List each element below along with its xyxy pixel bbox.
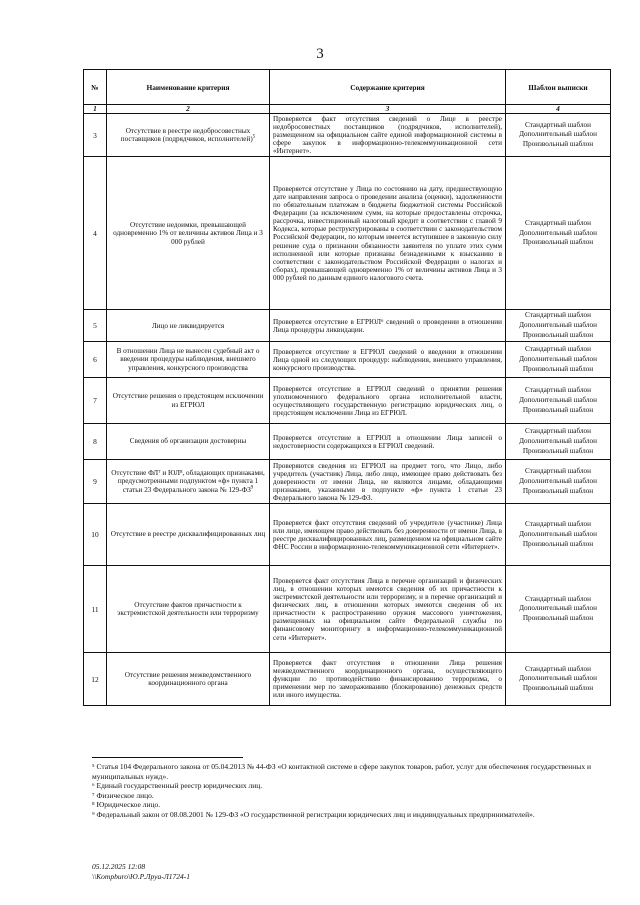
template-option: Произвольный шаблон	[522, 140, 594, 149]
footnotes	[92, 762, 612, 820]
row-number: 3	[84, 114, 107, 157]
template-option: Произвольный шаблон	[522, 364, 594, 373]
row-number: 6	[84, 342, 107, 378]
header-criterion-name: Наименование критерия	[107, 70, 270, 105]
criterion-name	[107, 504, 270, 566]
criterion-name	[107, 424, 270, 460]
template-option: Дополнительный шаблон	[519, 529, 597, 538]
criterion-content: Проверяется факт отсутствия в отношении Лица решения межведомственного координационного органа, осуществляющего функции по противодействию финансированию терроризма, о применении мер по замораживанию (блокированию) денежных средств или иного имущества.	[270, 653, 506, 706]
template-option: Стандартный шаблон	[525, 664, 591, 673]
criterion-name	[107, 310, 270, 342]
row-number: 5	[84, 310, 107, 342]
template-options	[506, 653, 611, 706]
table-row	[84, 653, 611, 706]
template-option: Стандартный шаблон	[525, 120, 591, 129]
template-option: Дополнительный шаблон	[519, 476, 597, 485]
template-option: Дополнительный шаблон	[519, 436, 597, 445]
table-row	[84, 504, 611, 566]
template-option: Дополнительный шаблон	[519, 321, 597, 330]
footnote: ⁵ Статья 104 Федерального закона от 05.04.2013 № 44-ФЗ «О контактной системе в сфере закупок товаров, работ, услуг для обеспечения государственных и муниципальных нужд».	[92, 762, 591, 781]
template-option: Произвольный шаблон	[522, 405, 594, 414]
criterion-content: Проверяется отсутствие в ЕГРЮЛ сведений о принятии решения уполномоченного федерального органа исполнительной власти, осуществляющего государственную регистрацию юридических лиц, о предстоящем исключении Лица из ЕГРЮЛ.	[270, 378, 506, 424]
criteria-table	[83, 69, 611, 706]
template-option: Стандартный шаблон	[525, 345, 591, 354]
criterion-name	[107, 342, 270, 378]
criterion-content: Проверяется факт отсутствия сведений о Лице в реестре недобросовестных поставщиков (подрядчиков, исполнителей), размещенном на официальном сайте единой информационной системы в сфере закупок в информационно-телекоммуникационной сети «Интернет».	[270, 114, 506, 157]
index-cell: 4	[506, 105, 611, 114]
template-option: Стандартный шаблон	[525, 520, 591, 529]
template-option: Дополнительный шаблон	[519, 228, 597, 237]
criterion-name-text: Отсутствие в реестре дисквалифицированных лиц	[110, 530, 266, 539]
header-criterion-content: Содержание критерия	[270, 70, 506, 105]
index-cell: 2	[107, 105, 270, 114]
criterion-name-text: Сведения об организации достоверны	[129, 437, 247, 446]
template-options	[506, 310, 611, 342]
criterion-name	[107, 157, 270, 310]
template-options	[506, 157, 611, 310]
template-options	[506, 114, 611, 157]
template-options	[506, 378, 611, 424]
table-body	[84, 114, 611, 706]
row-number: 4	[84, 157, 107, 310]
criterion-name	[107, 653, 270, 706]
template-option: Стандартный шаблон	[525, 427, 591, 436]
row-number: 9	[84, 460, 107, 504]
document-footer	[92, 862, 190, 881]
template-option: Произвольный шаблон	[522, 238, 594, 247]
criterion-content: Проверяется отсутствие в ЕГРЮЛ⁶ сведений о проведении в отношении Лица процедуры ликвидации.	[270, 310, 506, 342]
footnote: ⁸ Юридическое лицо.	[92, 800, 161, 810]
template-option: Произвольный шаблон	[522, 684, 594, 693]
criterion-name-text: Лицо не ликвидируется	[151, 321, 225, 330]
template-options	[506, 460, 611, 504]
index-cell: 3	[270, 105, 506, 114]
header-template: Шаблон выписки	[506, 70, 611, 105]
row-number: 8	[84, 424, 107, 460]
template-option: Дополнительный шаблон	[519, 130, 597, 139]
template-option: Произвольный шаблон	[522, 486, 594, 495]
table-row	[84, 114, 611, 157]
footer-date: 05.12.2025 12:08	[92, 862, 146, 871]
table-row	[84, 424, 611, 460]
criterion-name-text: Отсутствие в реестре недобросовестных поставщиков (подрядчиков, исполнителей)	[120, 126, 253, 144]
footnote-divider	[92, 757, 243, 758]
table-header-row	[84, 70, 611, 105]
template-option: Произвольный шаблон	[522, 614, 594, 623]
table-row	[84, 157, 611, 310]
criterion-name-text: Отсутствие ФЛ⁷ и ЮЛ⁸, обладающих признаками, предусмотренными подпунктом «ф» пункта 1 статьи 23 Федерального закона № 129-ФЗ	[111, 468, 265, 495]
template-option: Стандартный шаблон	[525, 386, 591, 395]
footer-path: \\Kompburo\Ю.Р.Лруа-Л1724-1	[92, 871, 191, 881]
criterion-name-text: В отношении Лица не вынесен судебный акт о введении процедуры наблюдения, внешнего управления, конкурсного производства	[116, 346, 260, 373]
footnote-ref: 9	[250, 485, 254, 491]
template-option: Стандартный шаблон	[525, 219, 591, 228]
criterion-name	[107, 460, 270, 504]
footnote-ref: 5	[252, 134, 256, 140]
row-number: 11	[84, 566, 107, 653]
criterion-content: Проверяются сведения из ЕГРЮЛ на предмет того, что Лицо, либо учредитель (участник) Лица, либо лицо, имеющее право действовать без доверенности от имени Лица, не являются лицами, обладающими признаками, указанными в подпункте «ф» пункта 1 статьи 23 Федерального закона № 129-ФЗ.	[270, 460, 506, 504]
template-options	[506, 504, 611, 566]
template-options	[506, 424, 611, 460]
template-option: Произвольный шаблон	[522, 330, 594, 339]
template-option: Произвольный шаблон	[522, 446, 594, 455]
template-option: Дополнительный шаблон	[519, 674, 597, 683]
footnote: ⁹ Федеральный закон от 08.08.2001 № 129-ФЗ «О государственной регистрации юридических лиц и индивидуальных предпринимателей».	[92, 809, 535, 819]
index-cell: 1	[84, 105, 107, 114]
criterion-name-text: Отсутствие решения межведомственного координационного органа	[124, 670, 252, 688]
criterion-content: Проверяется отсутствие у Лица по состоянию на дату, предшествующую дате направления запроса о проведении анализа (оценки), задолженности по обязательным платежам в бюджеты бюджетной системы Российской Федерации (за исключением сумм, на которые предоставлены отсрочка, рассрочка, инвестиционный налоговый кредит в соответствии с главой 9 Кодекса, которые реструктурированы в соответствии с законодательством Российской Федерации, по которым имеется вступившее в законную силу решение суда о признании обязанности заявителя по уплате этих сумм исполненной или которые признаны безнадежными к взысканию в соответствии с законодательством Российской Федерации о налогах и сборах), превышающей одновременно 1% от величины активов Лица и 3 000 рублей по данным единого налогового счета.	[270, 157, 506, 310]
template-option: Стандартный шаблон	[525, 467, 591, 476]
criterion-content: Проверяется факт отсутствия Лица в перечне организаций и физических лиц, в отношении которых имеются сведения об их причастности к экстремистской деятельности или терроризму, и в перечне организаций и физических лиц, в отношении которых имеются сведения об их причастности к распространению оружия массового уничтожения, размещенных на официальном сайте Федеральной службы по финансовому мониторингу в информационно-телекоммуникационной сети «Интернет».	[270, 566, 506, 653]
row-number: 7	[84, 378, 107, 424]
criterion-name	[107, 114, 270, 157]
criterion-name-text: Отсутствие решения о предстоящем исключении из ЕГРЮЛ	[112, 392, 264, 409]
header-number: №	[84, 70, 107, 105]
footnote: ⁷ Физическое лицо.	[92, 790, 154, 800]
criterion-content: Проверяется факт отсутствия сведений об учредителе (участнике) Лица или лице, имеющем право действовать без доверенности от имени Лица, в реестре дисквалифицированных лиц, размещенном на официальном сайте ФНС России в информационно-телекоммуникационной сети «Интернет».	[270, 504, 506, 566]
criterion-name-text: Отсутствие фактов причастности к экстремистской деятельности или терроризму	[117, 600, 259, 618]
criterion-name	[107, 378, 270, 424]
template-option: Произвольный шаблон	[522, 539, 594, 548]
table-row	[84, 460, 611, 504]
row-number: 12	[84, 653, 107, 706]
criterion-name-text: Отсутствие недоимки, превышающей одновременно 1% от величины активов Лица и 3 000 рублей	[113, 220, 263, 246]
table-row	[84, 566, 611, 653]
row-number: 10	[84, 504, 107, 566]
criterion-content: Проверяется отсутствие в ЕГРЮЛ в отношении Лица записей о недостоверности содержащихся в ЕГРЮЛ сведений.	[270, 424, 506, 460]
page-number: 3	[316, 46, 324, 62]
table-row	[84, 310, 611, 342]
footnote: ⁶ Единый государственный реестр юридических лиц.	[92, 781, 263, 791]
template-option: Стандартный шаблон	[525, 594, 591, 603]
template-options	[506, 566, 611, 653]
template-options	[506, 342, 611, 378]
table-index-row	[84, 105, 611, 114]
template-option: Дополнительный шаблон	[519, 604, 597, 613]
table-row	[84, 342, 611, 378]
template-option: Дополнительный шаблон	[519, 395, 597, 404]
template-option: Стандартный шаблон	[525, 311, 591, 320]
criterion-content: Проверяется отсутствие в ЕГРЮЛ сведений о введении в отношении Лица одной из следующих процедур: наблюдения, внешнего управления, конкурсного производства.	[270, 342, 506, 378]
table-row	[84, 378, 611, 424]
template-option: Дополнительный шаблон	[519, 354, 597, 363]
criterion-name	[107, 566, 270, 653]
